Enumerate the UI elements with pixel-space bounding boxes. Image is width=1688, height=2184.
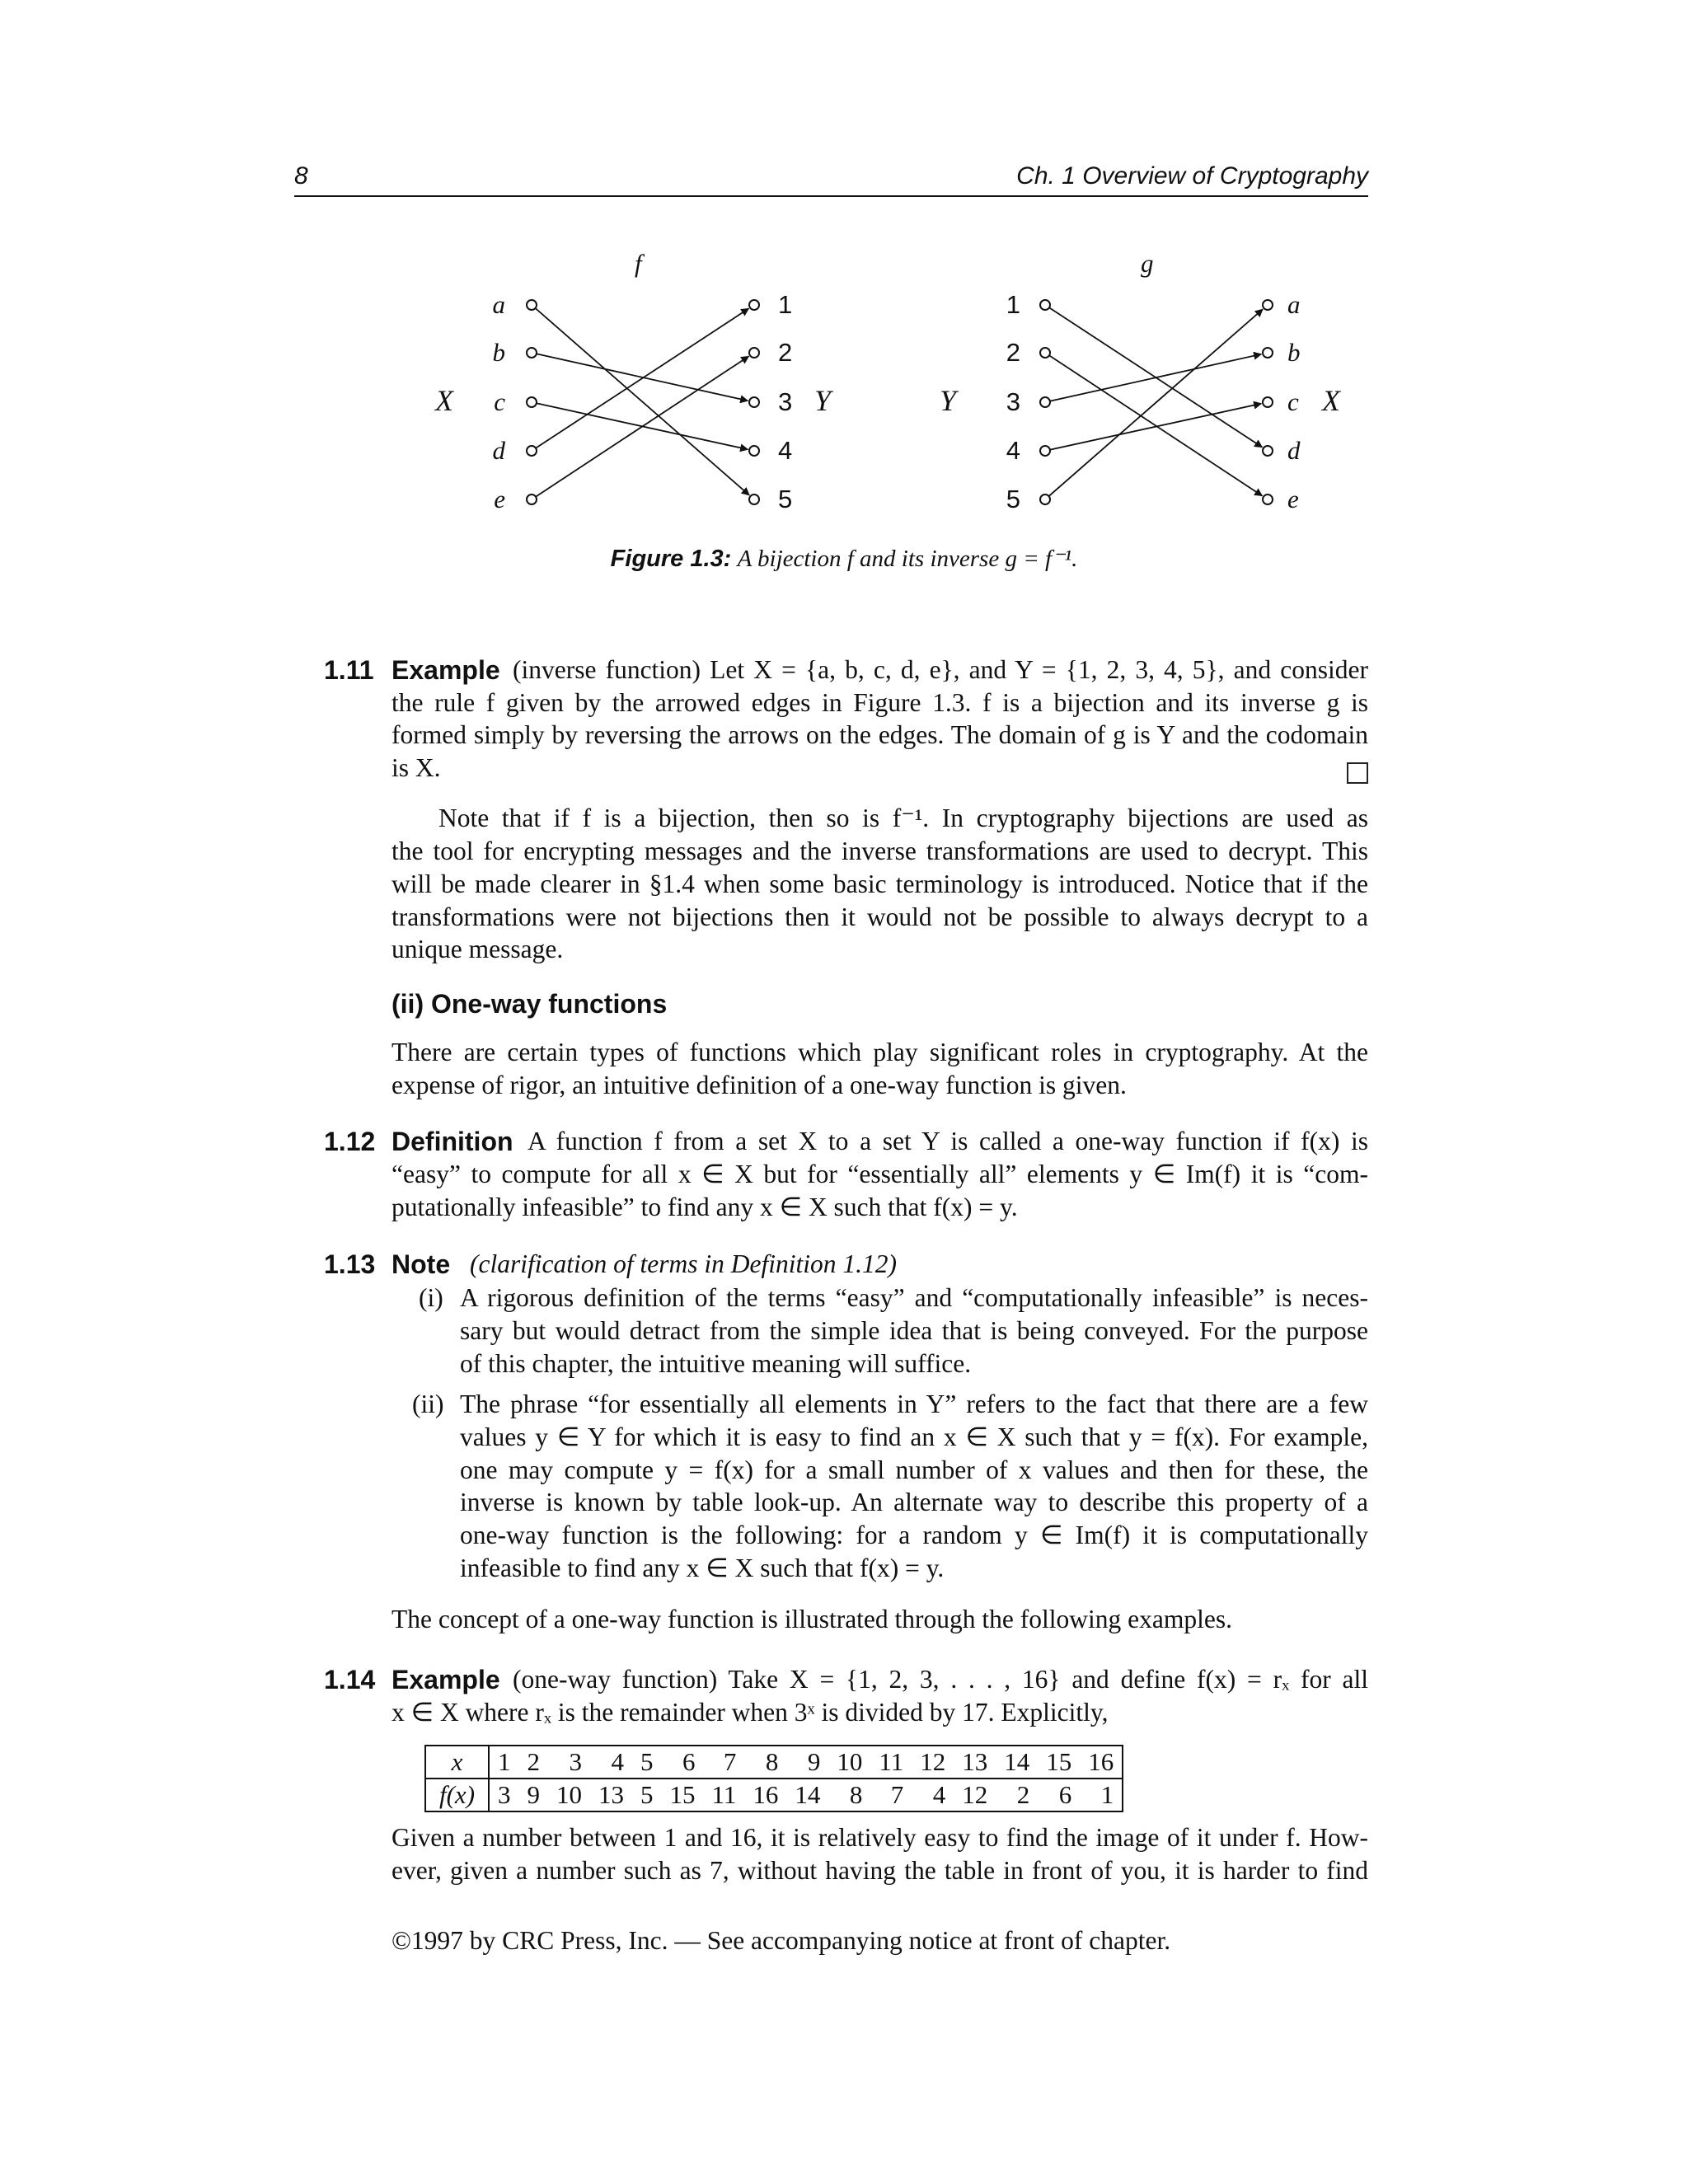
node-label: e bbox=[494, 485, 505, 513]
node-label: e bbox=[1287, 485, 1299, 513]
table-cell: 10 bbox=[556, 1780, 583, 1809]
note-item-line: sary but would detract from the simple idea that is being conveyed. For the purpose bbox=[460, 1316, 1368, 1345]
f-label: f bbox=[635, 249, 642, 278]
mapping-arrow bbox=[1045, 354, 1261, 402]
node-label: 5 bbox=[1006, 485, 1020, 513]
note-item-line: one may compute y = f(x) for a small number of x values and then for these, the bbox=[460, 1455, 1368, 1484]
note-item-line: The phrase “for essentially all elements in Y” refers to the fact that there are a few bbox=[460, 1390, 1368, 1418]
node-label: 3 bbox=[1006, 387, 1020, 416]
node-label: 5 bbox=[778, 485, 793, 513]
example-1-11-number: 1.11 bbox=[324, 655, 374, 685]
table-cell: 9 bbox=[786, 1746, 828, 1779]
note-item-marker: (i) bbox=[419, 1283, 443, 1312]
section-heading: (ii) One-way functions bbox=[392, 989, 668, 1019]
node-dot bbox=[749, 300, 759, 310]
table-cell: 11 bbox=[711, 1780, 737, 1809]
header-rule bbox=[294, 195, 1368, 197]
right-domain-label: Y bbox=[940, 384, 957, 417]
node-dot bbox=[1263, 494, 1273, 504]
node-label: a bbox=[1287, 290, 1301, 319]
node-label: 4 bbox=[1006, 436, 1020, 465]
paragraph-line: Note that if f is a bijection, then so is f⁻¹. In cryptography bijections are used as bbox=[438, 804, 1368, 832]
node-dot bbox=[1040, 300, 1050, 310]
mapping-arrow bbox=[1045, 404, 1261, 451]
example-1-14-title: Example bbox=[392, 1665, 500, 1694]
definition-1-12-line: A function f from a set X to a set Y is called a one-way function if f(x) is bbox=[528, 1127, 1368, 1155]
mapping-arrow bbox=[532, 402, 748, 449]
node-dot bbox=[749, 494, 759, 504]
node-dot bbox=[749, 397, 759, 407]
table-cell: 14 bbox=[795, 1780, 821, 1809]
table-cell: 16 bbox=[753, 1780, 779, 1809]
table-cell: 7 bbox=[890, 1780, 904, 1809]
figure-caption bbox=[0, 544, 1688, 573]
note-1-13-title: Note bbox=[392, 1249, 451, 1279]
table-row bbox=[425, 1746, 1123, 1779]
example-1-11-line: formed simply by reversing the arrows on the edges. The domain of g is Y and the codomain bbox=[392, 720, 1368, 749]
mapping-arrow bbox=[532, 308, 748, 451]
table-cell: 9 bbox=[527, 1780, 541, 1809]
table-cell: 2 bbox=[1016, 1780, 1030, 1809]
table-cell: 11 bbox=[870, 1746, 912, 1779]
left-codomain-label: Y bbox=[814, 384, 832, 417]
bijection-figure bbox=[0, 231, 1688, 527]
definition-1-12-line: “easy” to compute for all x ∈ X but for “essentially all” elements y ∈ Im(f) it is “com- bbox=[392, 1160, 1368, 1188]
note-item-line: one-way function is the following: for a random y ∈ Im(f) it is computationally bbox=[460, 1521, 1368, 1549]
node-dot bbox=[1263, 397, 1273, 407]
paragraph-line: transformations were not bijections then it would not be possible to always decrypt to a bbox=[392, 902, 1368, 931]
values-table bbox=[424, 1745, 1123, 1812]
table-row bbox=[425, 1779, 1123, 1811]
table-header: f(x) bbox=[425, 1779, 489, 1811]
table-cell: 16 bbox=[1080, 1746, 1123, 1779]
note-item-line: infeasible to find any x ∈ X such that f(x) = y. bbox=[460, 1554, 945, 1582]
copyright-footer: ©1997 by CRC Press, Inc. — See accompanying notice at front of chapter. bbox=[392, 1926, 1171, 1955]
running-header bbox=[294, 159, 1368, 197]
note-1-13-number: 1.13 bbox=[324, 1249, 376, 1279]
table-cell: 6 bbox=[1058, 1780, 1072, 1809]
node-label: 4 bbox=[778, 436, 793, 465]
mapping-arrow bbox=[1045, 305, 1262, 448]
paragraph-line: the tool for encrypting messages and the inverse transformations are used to decrypt. This bbox=[392, 837, 1368, 865]
table-header: x bbox=[425, 1746, 489, 1779]
node-dot bbox=[1040, 348, 1050, 358]
mapping-arrow bbox=[1045, 309, 1263, 499]
note-1-13-subtitle: (clarification of terms in Definition 1.12) bbox=[470, 1249, 897, 1278]
definition-1-12-number: 1.12 bbox=[324, 1127, 376, 1156]
node-label: d bbox=[492, 436, 505, 465]
table-cell: 8 bbox=[744, 1746, 786, 1779]
g-label: g bbox=[1141, 249, 1154, 278]
definition-1-12-line: putationally infeasible” to find any x ∈ X such that f(x) = y. bbox=[392, 1193, 1018, 1221]
node-dot bbox=[527, 300, 537, 310]
node-label: c bbox=[1287, 387, 1299, 416]
chapter-title: Ch. 1 Overview of Cryptography bbox=[1016, 162, 1368, 190]
table-cell: 13 bbox=[954, 1746, 996, 1779]
table-cell: 14 bbox=[996, 1746, 1038, 1779]
table-cell: 7 bbox=[704, 1746, 745, 1779]
paragraph-line: The concept of a one-way function is illustrated through the following examples. bbox=[392, 1605, 1232, 1633]
paragraph-line: ever, given a number such as 7, without having the table in front of you, it is harder to find bbox=[392, 1856, 1368, 1885]
f-diagram bbox=[493, 290, 793, 513]
node-dot bbox=[1040, 397, 1050, 407]
node-label: a bbox=[492, 290, 505, 319]
node-dot bbox=[527, 348, 537, 358]
table-cell: 5 bbox=[632, 1746, 662, 1779]
mapping-arrow bbox=[532, 356, 748, 499]
mapping-arrow bbox=[1045, 353, 1262, 496]
table-cell: 3 bbox=[548, 1746, 590, 1779]
paragraph-line: will be made clearer in §1.4 when some basic terminology is introduced. Notice that if the bbox=[392, 869, 1368, 898]
paragraph-line: There are certain types of functions which play significant roles in cryptography. At the bbox=[392, 1038, 1368, 1066]
node-dot bbox=[527, 494, 537, 504]
example-1-14-line: x ∈ X where rₓ is the remainder when 3ˣ is divided by 17. Explicitly, bbox=[392, 1698, 1109, 1727]
note-item-line: of this chapter, the intuitive meaning will suffice. bbox=[460, 1349, 972, 1378]
example-1-14-number: 1.14 bbox=[324, 1665, 376, 1694]
paragraph-line: expense of rigor, an intuitive definition of a one-way function is given. bbox=[392, 1071, 1127, 1099]
example-1-14-line: (one-way function) Take X = {1, 2, 3, . . . , 16} and define f(x) = rₓ for all bbox=[513, 1665, 1368, 1694]
node-dot bbox=[1040, 446, 1050, 456]
node-dot bbox=[1040, 494, 1050, 504]
table-cell: 12 bbox=[912, 1746, 954, 1779]
node-label: b bbox=[492, 338, 505, 367]
page-number: 8 bbox=[294, 162, 308, 190]
table-cell: 1 bbox=[1100, 1780, 1114, 1809]
node-dot bbox=[749, 446, 759, 456]
node-label: 2 bbox=[1006, 338, 1020, 367]
caption-text: A bijection f and its inverse g = f⁻¹. bbox=[737, 546, 1078, 572]
node-dot bbox=[749, 348, 759, 358]
qed-box bbox=[1347, 762, 1368, 784]
example-1-11-line: (inverse function) Let X = {a, b, c, d, e}, and Y = {1, 2, 3, 4, 5}, and consider bbox=[513, 655, 1368, 684]
note-item-marker: (ii) bbox=[412, 1390, 444, 1418]
table-cell: 4 bbox=[932, 1780, 946, 1809]
node-label: 1 bbox=[1006, 290, 1020, 319]
node-label: 3 bbox=[778, 387, 793, 416]
example-1-11-line: is X. bbox=[392, 753, 441, 782]
mapping-arrow bbox=[532, 305, 749, 495]
note-item-line: inverse is known by table look-up. An alternate way to describe this property of a bbox=[460, 1488, 1368, 1516]
paragraph-line: unique message. bbox=[392, 935, 564, 963]
node-label: c bbox=[494, 387, 505, 416]
note-item-line: values y ∈ Y for which it is easy to find an x ∈ X such that y = f(x). For example, bbox=[460, 1422, 1368, 1451]
table-cell: 3 bbox=[498, 1780, 511, 1809]
caption-label: Figure 1.3: bbox=[610, 546, 732, 572]
paragraph-line: Given a number between 1 and 16, it is relatively easy to find the image of it under f. How- bbox=[392, 1823, 1368, 1852]
table-cell: 13 bbox=[598, 1780, 625, 1809]
table-cell: 6 bbox=[662, 1746, 704, 1779]
node-label: 1 bbox=[778, 290, 793, 319]
node-dot bbox=[1263, 300, 1273, 310]
table-cell: 4 bbox=[590, 1746, 632, 1779]
table-cell: 15 bbox=[1038, 1746, 1080, 1779]
mapping-arrow bbox=[532, 353, 748, 401]
table-cell: 2 bbox=[519, 1746, 549, 1779]
table-cell: 8 bbox=[849, 1780, 863, 1809]
left-set-label: X bbox=[435, 384, 453, 417]
definition-1-12-title: Definition bbox=[392, 1127, 513, 1156]
table-cell: 1 bbox=[489, 1746, 519, 1779]
node-label: b bbox=[1287, 338, 1301, 367]
g-diagram bbox=[1006, 290, 1301, 513]
node-label: d bbox=[1287, 436, 1301, 465]
table-cell: 5 bbox=[640, 1780, 654, 1809]
table-cell: 15 bbox=[669, 1780, 696, 1809]
table-cell: 10 bbox=[828, 1746, 870, 1779]
node-dot bbox=[1263, 446, 1273, 456]
example-1-11-line: the rule f given by the arrowed edges in Figure 1.3. f is a bijection and its inverse g is bbox=[392, 688, 1368, 717]
note-item-line: A rigorous definition of the terms “easy” and “computationally infeasible” is neces- bbox=[460, 1283, 1368, 1312]
table-cell: 12 bbox=[962, 1780, 988, 1809]
node-label: 2 bbox=[778, 338, 793, 367]
example-1-11-title: Example bbox=[392, 655, 500, 685]
node-dot bbox=[1263, 348, 1273, 358]
right-codomain-label: X bbox=[1322, 384, 1340, 417]
node-dot bbox=[527, 397, 537, 407]
node-dot bbox=[527, 446, 537, 456]
